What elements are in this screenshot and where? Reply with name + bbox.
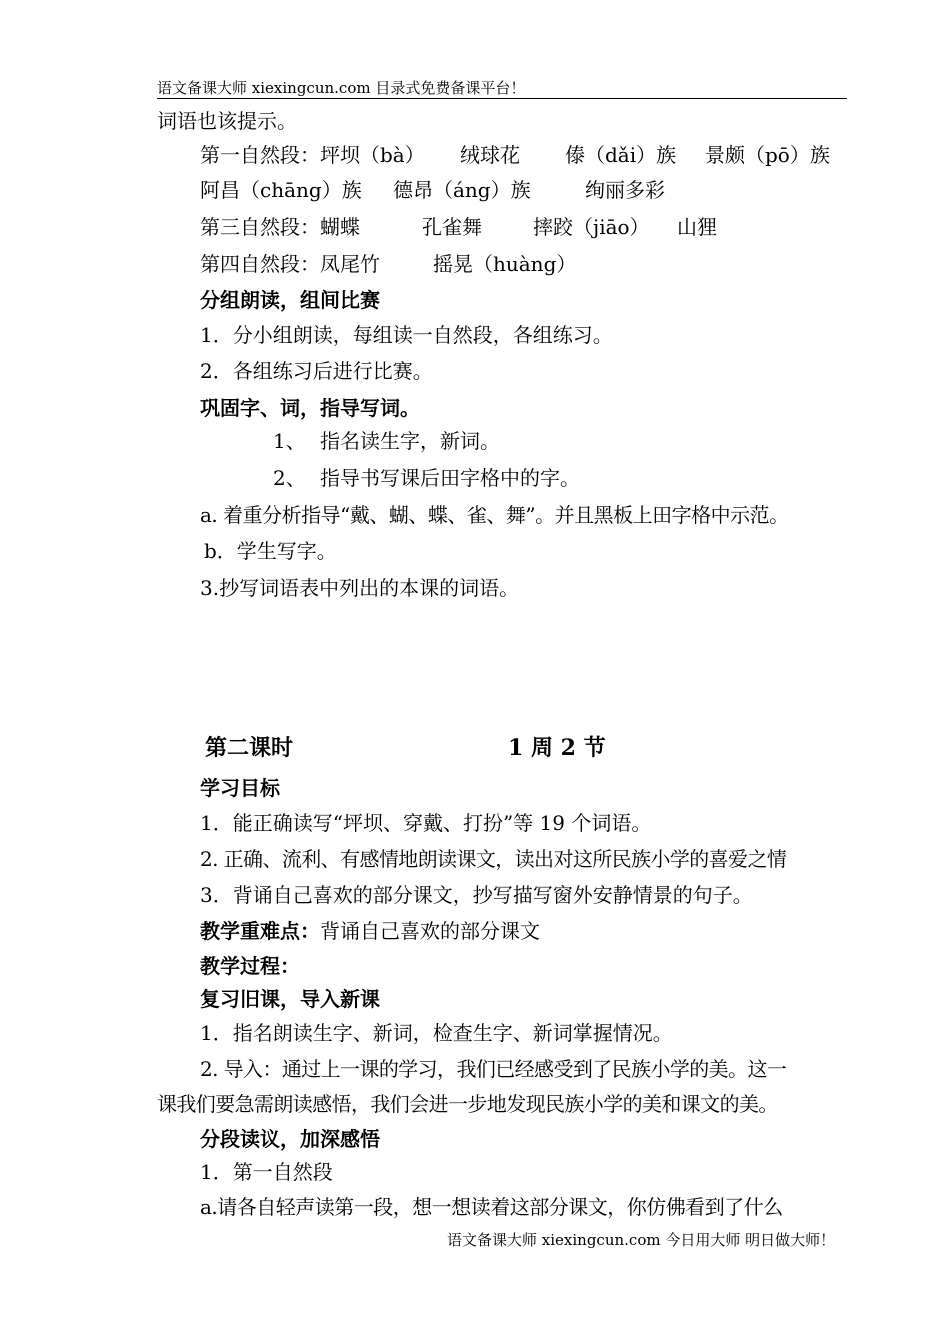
- section-heading: 学习目标: [200, 776, 280, 800]
- item-number: 2、: [273, 466, 306, 490]
- text-line: 1．能正确读写“坪坝、穿戴、打扮”等 19 个词语。: [200, 811, 652, 835]
- section-heading: 教学过程：: [200, 954, 300, 978]
- text-line: 词语也该提示。: [157, 109, 297, 133]
- vocab-word: 孔雀舞: [422, 215, 482, 239]
- key-points-line: [200, 918, 540, 944]
- vocab-line-para1-cont: [200, 177, 850, 203]
- text-line: 1．第一自然段: [200, 1160, 333, 1184]
- header-divider: [157, 98, 847, 99]
- section-heading: 分段读议，加深感悟: [200, 1127, 380, 1151]
- key-points-label: 教学重难点：: [200, 919, 320, 943]
- text-line: a.请各自轻声读第一段，想一想读着这部分课文，你仿佛看到了什么: [200, 1195, 783, 1219]
- lesson-schedule: 1 周 2 节: [508, 735, 606, 761]
- numbered-item: [273, 428, 773, 454]
- text-line: 3.抄写词语表中列出的本课的词语。: [200, 576, 520, 600]
- text-line: 2．各组练习后进行比赛。: [200, 359, 433, 383]
- numbered-item: [273, 465, 773, 491]
- vocab-word: 摔跤（jiāo）: [533, 215, 650, 239]
- item-number: 1、: [273, 429, 306, 453]
- vocab-word: 傣（dǎi）族: [565, 143, 677, 167]
- vocab-word: 阿昌（chāng）族: [200, 178, 362, 202]
- vocab-group: 第三自然段：蝴蝶: [200, 215, 360, 239]
- vocab-word: 绚丽多彩: [585, 178, 665, 202]
- vocab-word: 德昂（áng）族: [393, 178, 531, 202]
- item-text: 指导书写课后田字格中的字。: [320, 466, 580, 490]
- text-line: b．学生写字。: [204, 539, 337, 563]
- vocab-word: 绒球花: [460, 143, 520, 167]
- vocab-word: 摇晃（huàng）: [433, 252, 577, 276]
- item-text: 指名读生字，新词。: [320, 429, 500, 453]
- text-line: 1．分小组朗读，每组读一自然段，各组练习。: [200, 323, 613, 347]
- vocab-word: 景颇（pō）族: [705, 143, 830, 167]
- text-line: 课我们要急需朗读感悟，我们会进一步地发现民族小学的美和课文的美。: [157, 1092, 778, 1116]
- text-line: 2. 正确、流利、有感情地朗读课文，读出对这所民族小学的喜爱之情: [200, 847, 787, 871]
- vocab-group: 第四自然段：凤尾竹: [200, 252, 380, 276]
- page-header: 语文备课大师 xiexingcun.com 目录式免费备课平台！: [157, 79, 526, 97]
- vocab-line-para1: [200, 142, 850, 168]
- vocab-line-para4: [200, 251, 850, 277]
- lesson-name: 第二课时: [205, 735, 294, 761]
- vocab-group: 第一自然段：坪坝（bà）: [200, 143, 425, 167]
- key-points-text: 背诵自己喜欢的部分课文: [320, 919, 540, 943]
- section-heading: 分组朗读，组间比赛: [200, 288, 380, 312]
- lesson-title: [205, 735, 655, 763]
- page-footer: 语文备课大师 xiexingcun.com 今日用大师 明日做大师！: [447, 1231, 836, 1249]
- text-line: 2. 导入：通过上一课的学习，我们已经感受到了民族小学的美。这一: [200, 1057, 787, 1081]
- section-heading: 巩固字、词，指导写词。: [200, 396, 420, 420]
- section-heading: 复习旧课，导入新课: [200, 987, 380, 1011]
- vocab-line-para3: [200, 214, 850, 240]
- text-line: a. 着重分析指导“戴、蝴、蝶、雀、舞”。并且黑板上田字格中示范。: [200, 503, 789, 527]
- text-line: 1．指名朗读生字、新词，检查生字、新词掌握情况。: [200, 1021, 673, 1045]
- vocab-word: 山狸: [677, 215, 717, 239]
- text-line: 3．背诵自己喜欢的部分课文，抄写描写窗外安静情景的句子。: [200, 883, 753, 907]
